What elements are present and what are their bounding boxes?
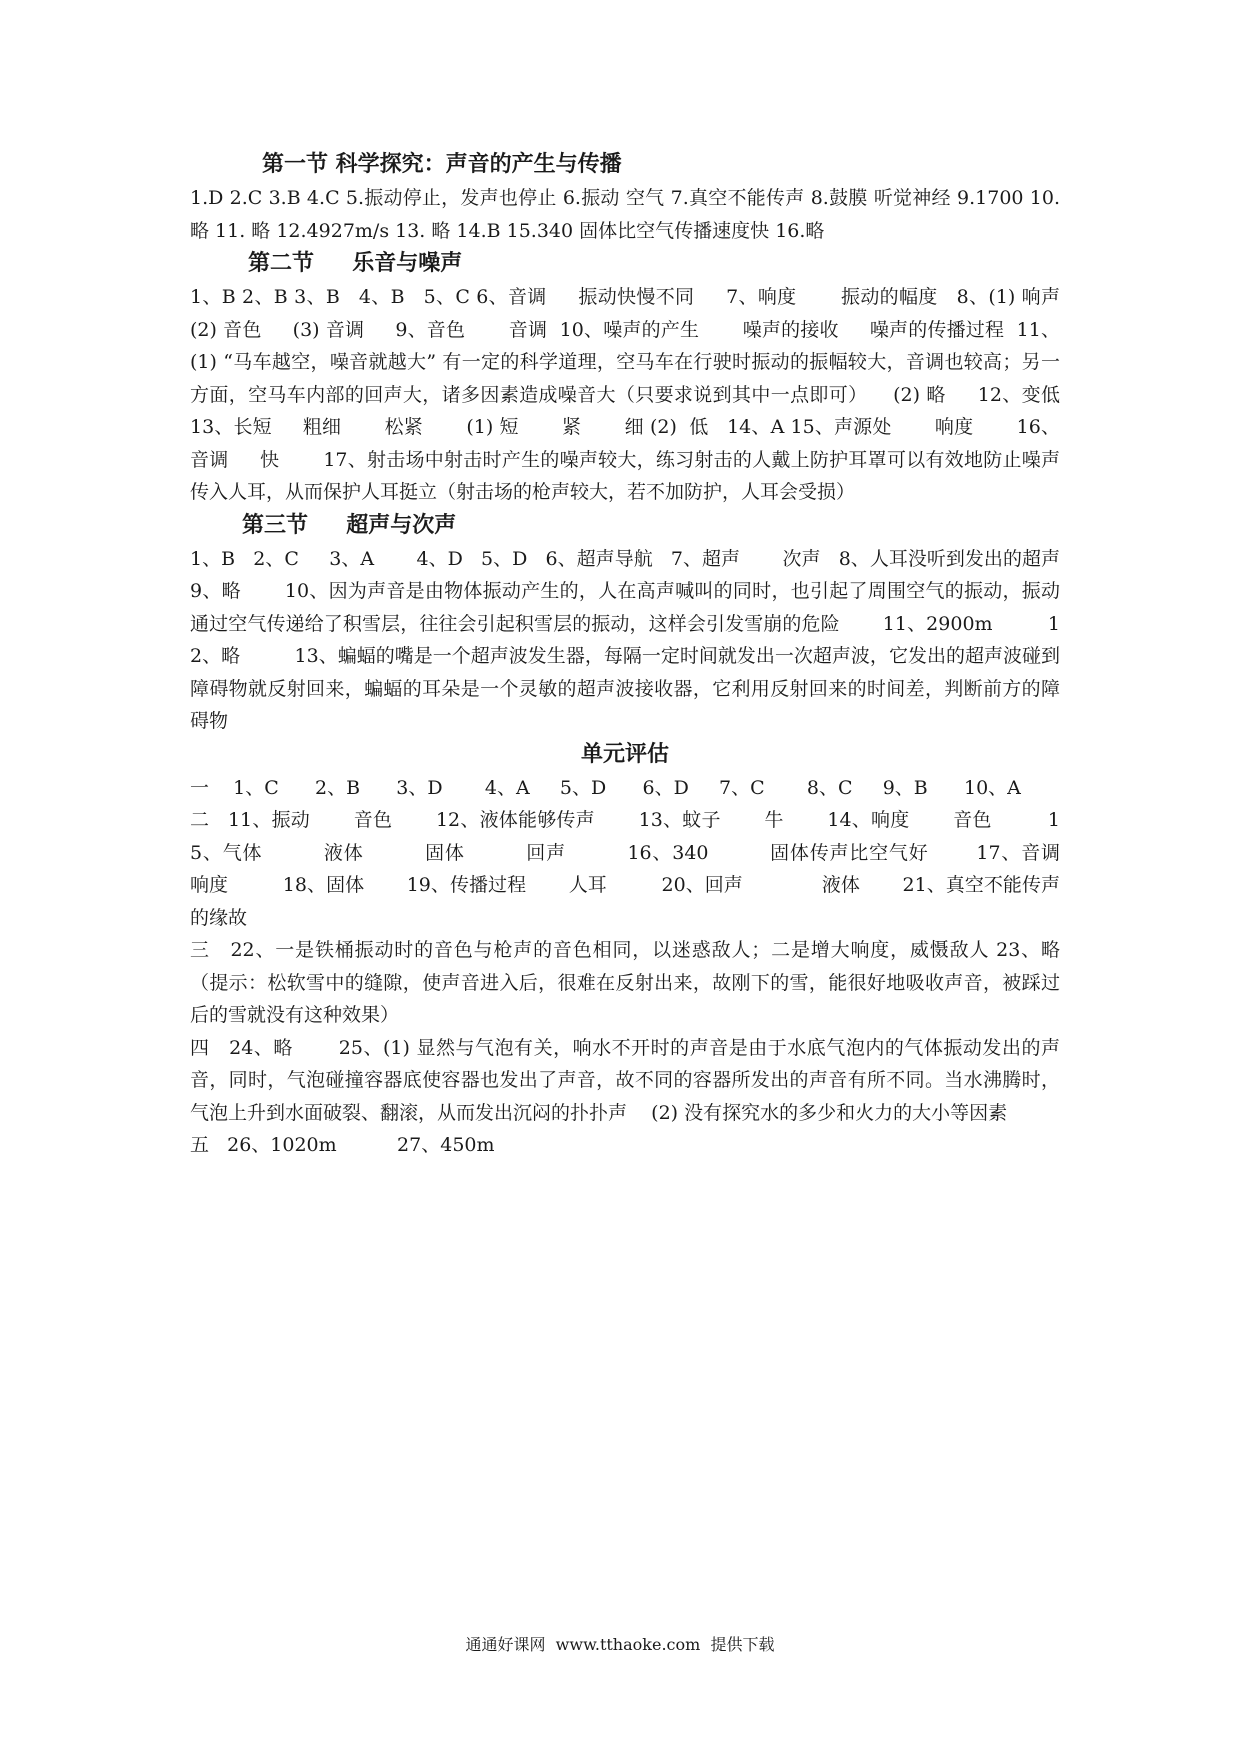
assessment-part-4: 四 24、略 25、(1) 显然与气泡有关，响水不开时的声音是由于水底气泡内的气体振动发出的声音，同时，气泡碰撞容器底使容器也发出了声音，故不同的容器所发出的声音有所不同。当水沸腾时，气泡上升到水面破裂、翻滚，从而发出沉闷的扑扑声 (2) 没有探究水的多少和火力的大小等因素: [190, 1036, 1060, 1124]
assessment-part-3: 三 22、一是铁桶振动时的音色与枪声的音色相同，以迷惑敌人；二是增大响度，威慑敌人 23、略（提示：松软雪中的缝隙，使声音进入后，很难在反射出来，故刚下的雪，能很好地吸收声音，被踩过后的雪就没有这种效果）: [190, 939, 1060, 1026]
unit-assessment-title: 单元评估: [580, 741, 669, 767]
section-3-title: 第三节 超声与次声: [242, 512, 457, 538]
section-2-answers: 1、B 2、B 3、B 4、B 5、C 6、音调 振动快慢不同 7、响度 振动的幅度 8、(1) 响声 (2) 音色 (3) 音调 9、音色 音调 10、噪声的产生 噪声的接收 噪声的传播过程 11、(1) “马车越空，噪音就越大” 有一定的科学道理，空马车在行驶时振动的振幅较大，音调也较高；另一方面，空马车内部的回声大，诸多因素造成噪音大（只要求说到其中一点即可） (2) 略 12、变低 13、长短 粗细 松紧 (1) 短 紧 细 (2) 低 14、A 15、声源处 响度 16、音调 快 17、射击场中射击时产生的噪声较大，练习射击的人戴上防护耳罩可以有效地防止噪声传入人耳，从而保护人耳挺立（射击场的枪声较大，若不加防护，人耳会受损）: [190, 286, 1091, 503]
page-footer: 通通好课网 www.tthaoke.com 提供下载: [465, 1635, 775, 1654]
section-2-title: 第二节 乐音与噪声: [248, 251, 463, 276]
section-3-answers: 1、B 2、C 3、A 4、D 5、D 6、超声导航 7、超声 次声 8、人耳没听到发出的超声 9、略 10、因为声音是由物体振动产生的，人在高声喊叫的同时，也引起了周围空气的振动，振动通过空气传递给了积雪层，往往会引起积雪层的振动，这样会引发雪崩的危险 11、2900m 12、略 13、蝙蝠的嘴是一个超声波发生器，每隔一定时间就发出一次超声波，它发出的超声波碰到障碍物就反射回来，蝙蝠的耳朵是一个灵敏的超声波接收器，它利用反射回来的时间差，判断前方的障碍物: [190, 547, 1103, 732]
section-1-title: 第一节 科学探究：声音的产生与传播: [262, 152, 622, 177]
assessment-part-1: 一 1、C 2、B 3、D 4、A 5、D 6、D 7、C 8、C 9、B 10、A: [190, 776, 1021, 799]
section-1-answers: 1.D 2.C 3.B 4.C 5.振动停止，发声也停止 6.振动 空气 7.真空不能传声 8.鼓膜 听觉神经 9.1700 10. 略 11. 略 12.4927m/s 13. 略 14.B 15.340 固体比空气传播速度快 16.略: [190, 187, 1067, 242]
assessment-part-5: 五 26、1020m 27、450m: [190, 1134, 495, 1156]
assessment-part-2: 二 11、振动 音色 12、液体能够传声 13、蚊子 牛 14、响度 音色 15、气体 液体 固体 回声 16、340 固体传声比空气好 17、音调 响度 18、固体 19、传播过程 人耳 20、回声 液体 21、真空不能传声的缘故: [190, 809, 1115, 929]
answer-sheet: [190, 148, 1115, 1162]
